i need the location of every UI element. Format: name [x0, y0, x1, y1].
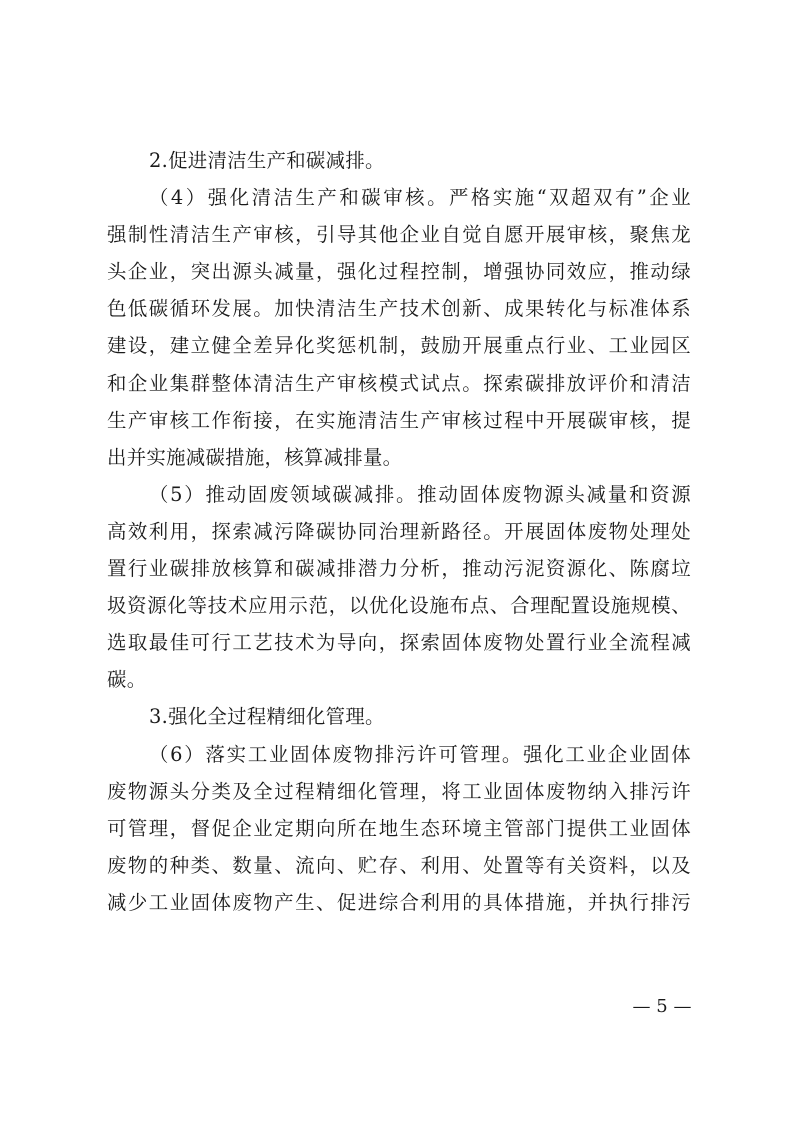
- text-line: 置行业碳排放核算和碳减排潜力分析，推动污泥资源化、陈腐垃: [107, 557, 691, 581]
- text-line: 出并实施减碳措施，核算减排量。: [107, 445, 403, 469]
- text-line: 选取最佳可行工艺技术为导向，探索固体废物处置行业全流程减: [107, 631, 691, 655]
- document-body: [107, 142, 691, 921]
- text-line: 碳。: [107, 668, 147, 692]
- text-line: 建设，建立健全差异化奖惩机制，鼓励开展重点行业、工业园区: [107, 334, 691, 358]
- text-line: 废物的种类、数量、流向、贮存、利用、处置等有关资料，以及: [107, 853, 691, 877]
- text-line: 废物源头分类及全过程精细化管理，将工业固体废物纳入排污许: [107, 779, 691, 803]
- text-line: 高效利用，探索减污降碳协同治理新路径。开展固体废物处理处: [107, 519, 691, 543]
- text-line: 圾资源化等技术应用示范，以优化设施布点、合理配置设施规模、: [107, 594, 691, 618]
- text-line: 头企业，突出源头减量，强化过程控制，增强协同效应，推动绿: [107, 260, 691, 284]
- text-line: 色低碳循环发展。加快清洁生产技术创新、成果转化与标准体系: [107, 297, 691, 321]
- text-line: （5）推动固废领域碳减排。推动固体废物源头减量和资源: [149, 482, 691, 506]
- text-line: 减少工业固体废物产生、促进综合利用的具体措施，并执行排污: [107, 890, 691, 914]
- text-line: 可管理，督促企业定期向所在地生态环境主管部门提供工业固体: [107, 816, 691, 840]
- text-line: 3.强化全过程精细化管理。: [149, 705, 385, 729]
- text-line: 强制性清洁生产审核，引导其他企业自觉自愿开展审核，聚焦龙: [107, 223, 691, 247]
- text-line: 2.促进清洁生产和碳减排。: [149, 149, 385, 172]
- text-line: （6）落实工业固体废物排污许可管理。强化工业企业固体: [149, 742, 691, 766]
- text-line: 生产审核工作衔接，在实施清洁生产审核过程中开展碳审核，提: [107, 408, 691, 432]
- text-line: 和企业集群整体清洁生产审核模式试点。探索碳排放评价和清洁: [107, 371, 691, 395]
- text-line: （4）强化清洁生产和碳审核。严格实施“双超双有”企业: [149, 186, 691, 210]
- page-number: — 5 —: [632, 996, 692, 1017]
